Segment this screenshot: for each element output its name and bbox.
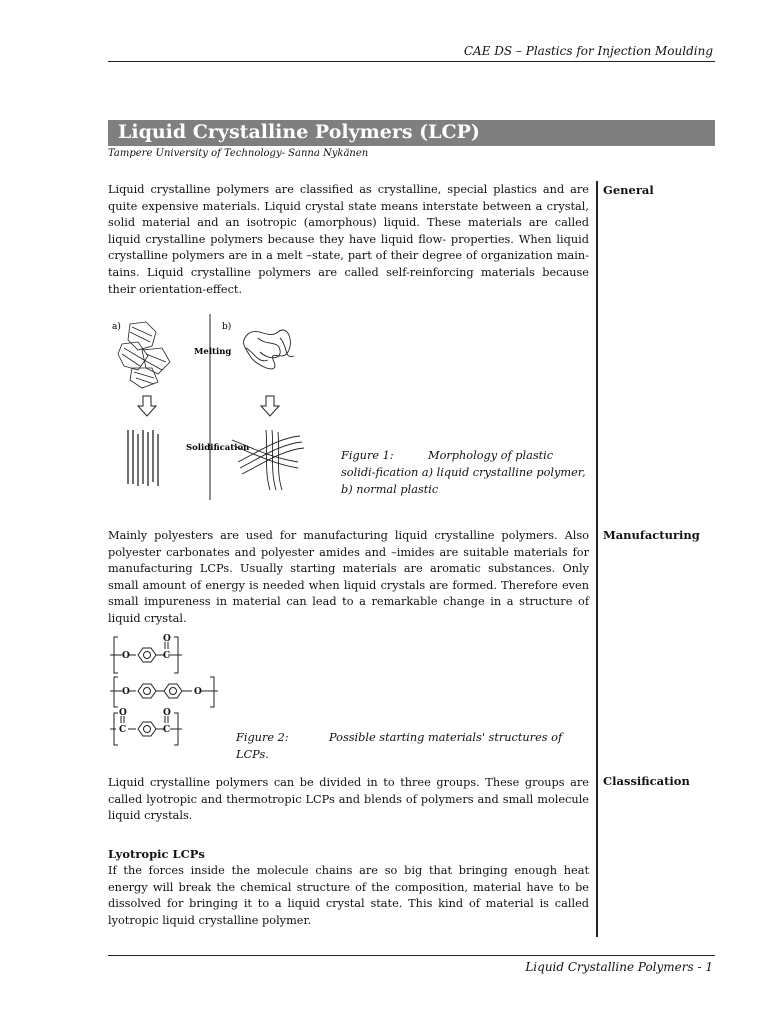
benzene-ring-3	[164, 684, 182, 698]
manufacturing-paragraph: Mainly polyesters are used for manufacturing liquid crystalline polymers. Also polyester carbonates and polyester amides and –imides are suitable materials for manufacturing LCPs. Usually starting materials are aromatic substances. Only small amount of energy is needed when liquid crystals are formed. Therefore even small impureness in material can lead to a remarkable change in a structure of liquid crystal.	[108, 529, 589, 625]
amorphous-solid-chains	[232, 430, 304, 490]
page-footer: Liquid Crystalline Polymers - 1	[525, 960, 713, 974]
atom-c-2: C	[119, 725, 127, 735]
figure-1-melting-label: Melting	[194, 347, 232, 357]
atom-o-2: O	[163, 634, 171, 644]
figure-1-label-b: b)	[222, 322, 232, 332]
atom-c-1: C	[163, 651, 171, 661]
figure-1-caption-num: Figure 1:	[341, 449, 394, 462]
footer-rule	[108, 955, 715, 956]
atom-c-3: C	[163, 725, 171, 735]
figure-2-caption	[236, 729, 586, 763]
lyotropic-heading: Lyotropic LCPs	[108, 847, 205, 861]
benzene-ring-1	[138, 648, 156, 662]
atom-o-5: O	[119, 708, 127, 718]
header-rule	[108, 61, 715, 62]
margin-divider	[596, 181, 598, 937]
atom-o-4: O	[194, 687, 202, 697]
running-header: CAE DS – Plastics for Injection Moulding	[463, 44, 713, 58]
page-title: Liquid Crystalline Polymers (LCP)	[118, 121, 480, 143]
atom-o-6: O	[163, 708, 171, 718]
figure-1-solidification-label: Solidification	[186, 443, 250, 453]
side-label-classification: Classification	[603, 774, 690, 788]
lcp-melt-domains	[118, 322, 170, 388]
figure-2-caption-text: Possible starting materials' structures of LCPs.	[236, 731, 563, 761]
figure-2-structures	[110, 633, 220, 747]
side-label-general: General	[603, 183, 654, 197]
arrow-b	[261, 396, 279, 416]
classification-paragraph: Liquid crystalline polymers can be divided in to three groups. These groups are called lyotropic and thermotropic LCPs and blends of polymers and small molecule liquid crystals.	[108, 776, 589, 823]
figure-1-morphology	[108, 312, 340, 504]
figure-1-caption	[341, 447, 589, 498]
benzene-ring-2	[138, 684, 156, 698]
amorphous-melt-coils	[244, 330, 294, 369]
byline: Tampere University of Technology- Sanna Nykänen	[108, 148, 369, 159]
lyotropic-paragraph: If the forces inside the molecule chains are so big that bringing enough heat energy will break the chemical structure of the composition, material have to be dissolved for bringing it to a liquid crystal state. This kind of material is called lyotropic liquid crystalline polymer.	[108, 864, 589, 927]
atom-o-1: O	[122, 651, 130, 661]
general-paragraph: Liquid crystalline polymers are classified as crystalline, special plastics and are quite expensive materials. Liquid crystal state means interstate between a crystal, solid material and an isotropic (amorphous) liquid. These materials are called liquid crystalline polymers because they have liquid flow- properties. When liquid crystalline polymers are in a melt –state, part of their degree of organization main-tains. Liquid crystalline polymers are called self-reinforcing materials because their orientation-effect.	[108, 183, 589, 296]
arrow-a	[138, 396, 156, 416]
figure-1-label-a: a)	[112, 322, 121, 332]
benzene-ring-4	[138, 722, 156, 736]
title-bar	[108, 120, 715, 146]
lcp-solid-aligned-chains	[128, 430, 158, 486]
figure-2-caption-num: Figure 2:	[236, 731, 289, 744]
figure-1-caption-text: Morphology of plastic solidi-fication a) liquid crystalline polymer, b) normal plastic	[341, 449, 586, 496]
atom-o-3: O	[122, 687, 130, 697]
side-label-manufacturing: Manufacturing	[603, 528, 700, 542]
